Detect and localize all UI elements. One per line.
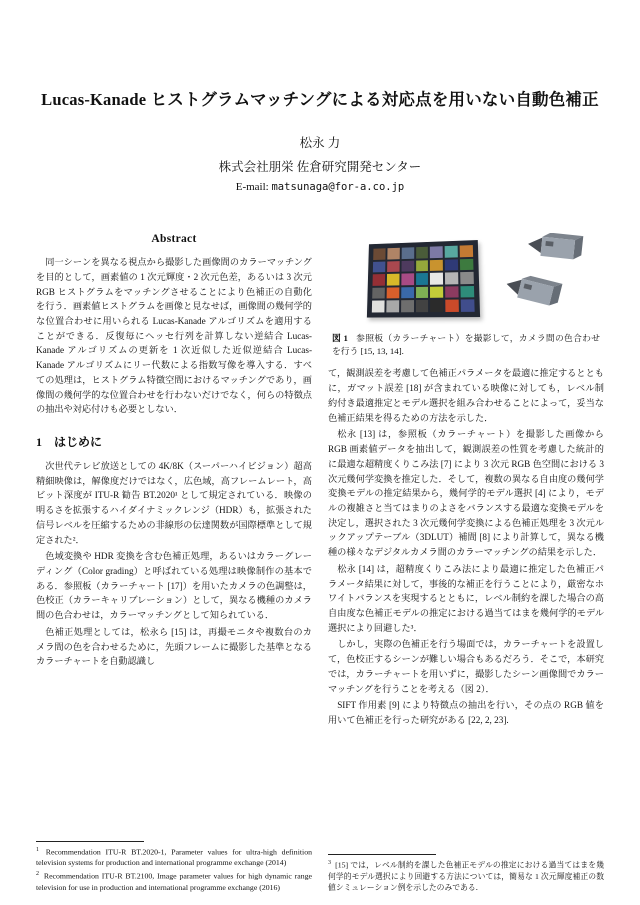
color-patch bbox=[416, 273, 429, 285]
paragraph: 色補正処理としては，松永ら [15] は，再撮モニタや複数台のカメラ間の色を合わせるために，先頭フレームに撮影した基準となるカラーチャートを自動認識し bbox=[36, 626, 312, 667]
footnote: $^2$ Recommendation ITU-R BT.2100, Image parameter values for high dynamic range television for use in production and international programme exchange (2016) bbox=[36, 871, 312, 893]
abstract-heading: Abstract bbox=[151, 233, 197, 246]
color-patch bbox=[430, 273, 443, 285]
color-chart bbox=[367, 240, 480, 318]
color-patch bbox=[416, 260, 429, 272]
footnote: $^3$ [15] では，レベル制約を課した色補正モデルの推定における過当てはまを幾何学的モデル選択により回避する方法については，簡易な 1 次元輝度補正の数値シミュレーション例を示したのみである． bbox=[328, 860, 604, 893]
figure-1-scene bbox=[328, 233, 604, 325]
color-patch bbox=[401, 247, 413, 258]
color-patch bbox=[386, 287, 399, 299]
color-patch bbox=[386, 301, 399, 313]
color-patch bbox=[445, 286, 458, 298]
color-patch bbox=[445, 272, 458, 284]
color-patch bbox=[373, 261, 385, 272]
paragraph: 松永 [14] は，超精度くりこみ法により最適に推定した色補正パラメータ結果に対して，事後的な補正を行うことにより，厳密なホワイトバランスを実現するとともに，レベル制約を課した場合の高自由度な色補正モデルの推定における過当てはまを幾何学的モデル選択により回避した³． bbox=[328, 563, 604, 633]
color-patch bbox=[430, 246, 443, 258]
color-patch bbox=[372, 301, 385, 313]
email-line bbox=[36, 181, 604, 193]
color-patch bbox=[401, 274, 414, 286]
left-column bbox=[36, 233, 312, 895]
paragraph: 色域変換や HDR 変換を含む色補正処理，あるいはカラーグレーディング（Color grading）と呼ばれている処理は映像制作の基本である．参照板（カラーチャート [17]）を用いたカメラの色調整は，色校正（カラーキャリブレーション）として，異なる機種のカメラ間の色合わせは，カラーマッチングとして知られている． bbox=[36, 551, 312, 621]
color-patch bbox=[387, 274, 400, 286]
footnotes-left bbox=[36, 837, 312, 895]
paper-title: Lucas-Kanade ヒストグラムマッチングによる対応点を用いない自動色補正 bbox=[41, 90, 599, 109]
color-patch bbox=[401, 301, 414, 313]
color-patch bbox=[387, 248, 399, 259]
color-patch bbox=[461, 300, 475, 312]
section-1-heading bbox=[36, 433, 312, 450]
color-patch bbox=[460, 259, 473, 271]
affiliation: 株式会社朋栄 佐倉研究開発センター bbox=[218, 160, 422, 175]
footnotes-right bbox=[328, 850, 604, 895]
camera-icon bbox=[527, 233, 588, 264]
figure-1-caption-text: 参照板（カラーチャート）を撮影して，カメラ間の色合わせを行う [15, 13, 14]. bbox=[332, 333, 600, 357]
paragraph: 松永 [13] は，参照板（カラーチャート）を撮影した画像から RGB 画素値データを抽出して，観測誤差の性質を考慮した統計的に最適な超精度くりこみ法 [7] により 3 次元 RGB 色空間における 3 次元幾何学変換を推定した．そして，複数の異なる自由度の幾何学変換モデルの推定結果から，幾何学的モデル選択 [4] により，モデルの複雑さと当てはまりのよさをバランスする最適な変換モデルを決定し，選択された 3 次元幾何学変換による色補正処理を 3 次元ルックアップテーブル（3DLUT）補間 [8] により計算して，異なる機種の様々なデジタルカメラ間のカラーマッチングの結果を示した． bbox=[328, 429, 604, 558]
color-patch bbox=[460, 272, 474, 284]
color-patch bbox=[401, 260, 414, 272]
email-label: E-mail: bbox=[235, 181, 269, 194]
color-patch bbox=[430, 259, 443, 271]
title-block bbox=[36, 0, 604, 193]
color-patch bbox=[461, 286, 475, 298]
color-patch bbox=[373, 274, 385, 286]
color-patch bbox=[416, 287, 429, 299]
paragraph: 次世代テレビ放送としての 4K/8K（スーパーハイビジョン）超高精細映像は，解像度だけではなく，広色域，高フレームレート，高ビット深度が ITU-R 勧告 BT.2020¹ として規定されている．映像の明るさを拡張するハイダイナミックレンジ（HDR）も，拡張された信号レベルを圧縮するための非線形の伝達関数が国際標準として規定された²． bbox=[36, 461, 312, 545]
paragraph: しかし，実際の色補正を行う場面では，カラーチャートを設置して，色校正するシーンが難しい場合もあるだろう．そこで，本研究では，カラーチャートを用いずに，撮影したシーン画像間でカラーマッチングを行うことを考える（図 2）． bbox=[328, 639, 604, 694]
color-patch bbox=[416, 300, 429, 312]
color-patch bbox=[387, 261, 399, 272]
footnote: $^1$ Recommendation ITU-R BT.2020-1, Parameter values for ultra-high definition television systems for production and international programme exchange (2014) bbox=[36, 846, 312, 868]
color-patch bbox=[416, 247, 429, 259]
section-1-title: はじめに bbox=[54, 435, 103, 449]
color-patch bbox=[445, 246, 458, 258]
color-patch bbox=[373, 248, 385, 259]
two-column-body bbox=[36, 233, 604, 895]
color-patch bbox=[430, 286, 443, 298]
section-1-number: 1 bbox=[36, 435, 42, 449]
color-patch bbox=[372, 288, 385, 300]
color-patch bbox=[445, 259, 458, 271]
camera-icon bbox=[503, 269, 567, 312]
color-patch bbox=[446, 300, 459, 312]
color-patch bbox=[460, 245, 473, 257]
color-patch bbox=[430, 300, 443, 312]
figure-1-label: 図 1 bbox=[332, 333, 348, 344]
author: 松永 力 bbox=[299, 136, 341, 151]
paragraph: て，観測誤差を考慮して色補正パラメータを最適に推定するとともに，ガマット誤差 [18] が含まれている映像に対しても，レベル制約付き最適推定とモデル選択を組み合わせることによって，妥当な色補正結果を得るための方法を示した． bbox=[328, 368, 604, 423]
email-address: matsunaga@for-a.co.jp bbox=[271, 181, 405, 194]
abstract-body: 同一シーンを異なる視点から撮影した画像間のカラーマッチングを目的として，画素値の 1 次元輝度・2 次元色差，あるいは 3 次元 RGB ヒストグラムをマッチングさせることにより色補正の自動化を行う．画素値ヒストグラムを画像と見なせば，画像間の幾何学的な位置合わせに用いられる Lucas-Kanade アルゴリズムを適用することができる．反復毎にヘッセ行列を計算しない逆結合 Lucas-Kanade アルゴリズムの更新を 1 次近似した近似逆結合 Lucas-Kanade アルゴリズムにリー代数による指数写像を導入する．すべての処理は，ヒストグラム特徴空間におけるマッチングであり，画像間の幾何学的な位置合わせを行わないだけでなく，何らの特徴点の抽出や対応付けも必要としない． bbox=[36, 257, 312, 415]
color-patch bbox=[401, 287, 414, 299]
right-column bbox=[328, 233, 604, 895]
figure-1-caption bbox=[328, 332, 604, 358]
paragraph: SIFT 作用素 [9] により特徴点の抽出を行い，その点の RGB 値を用いて色補正を行った研究がある [22, 2, 23]. bbox=[328, 700, 604, 725]
figure-1 bbox=[328, 233, 604, 358]
